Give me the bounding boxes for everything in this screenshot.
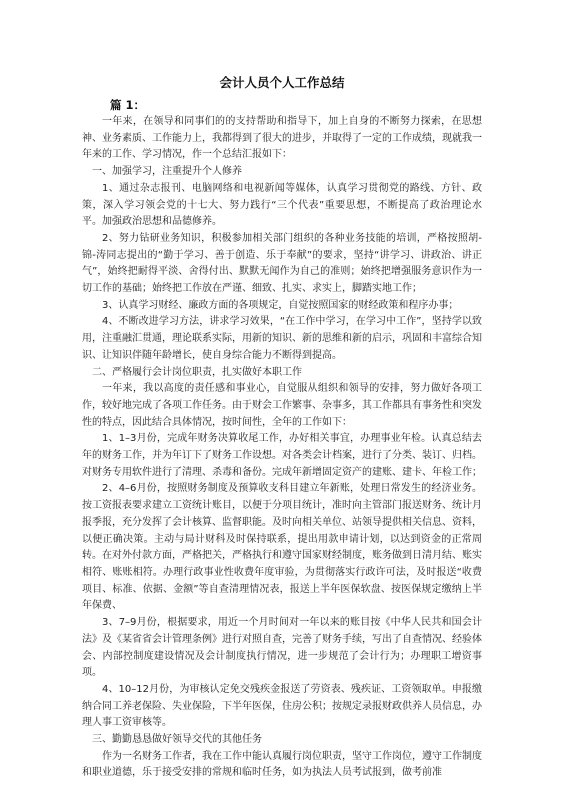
heading-section-1: 一、加强学习，注重提升个人修养	[92, 166, 242, 178]
paragraph-1-4: 4、不断改进学习方法，讲求学习效果，“在工作中学习，在学习中工作”，坚持学以致用，注重融汇贯通，理论联系实际，用新的知识、新的思维和新的启示，巩固和丰富综合知识、让知识伴随年龄增长，使自身综合能力不断得到提高。	[82, 316, 482, 361]
heading-section-3: 三、勤勤恳恳做好领导交代的其他任务	[92, 734, 262, 746]
paragraph-3-1: 作为一名财务工作者，我在工作中能认真履行岗位职责，坚守工作岗位，遵守工作制度和职业道德，乐于接受安排的常规和临时任务，如为执法人员考试报到，做考前准	[82, 750, 482, 779]
paragraph-1-1: 1、通过杂志报刊、电脑网络和电视新闻等媒体，认真学习贯彻党的路线、方针、政策，深入学习领会党的十七大、努力践行“三个代表”重要思想，不断提高了政治理论水平。加强政治思想和品德修养。	[82, 182, 482, 228]
paragraph-2-q2: 2、4–6月份，按照财务制度及预算收支科目建立年新账，处理日常发生的经济业务。按工资报表要求建立工资统计账目，以便于分项目统计，准时向主管部门报送财务、统计月报季报，充分发挥了会计核算、监督职能。及时向相关单位、站领导提供相关信息、资料，以便正确决策。主动与局计财科及时保持联系，提出用款申请计划，以达到资金的正常周转。在对外付款方面，严格把关，严格执行和遵守国家财经制度，账务做到日清月结、账实相符、账账相符。办理行政事业性收费年度审验，为贯彻落实行政许可法，及时报送“收费项目、标准、依据、金额”等自查清理情况表，报送上半年医保软盘、按医保规定缴纳上半年保费、	[82, 483, 482, 612]
heading-section-2: 二、严格履行会计岗位职责，扎实做好本职工作	[92, 366, 302, 378]
paragraph-1-2: 2、努力钻研业务知识，积极参加相关部门组织的各种业务技能的培训，严格按照胡-锦-涛同志提出的“勤于学习、善于创造、乐于奉献”的要求，坚持“讲学习、讲政治、讲正气”，始终把耐得平淡、舍得付出、默默无闻作为自己的准则；始终把增强服务意识作为一切工作的基础；始终把工作放在严谨、细致、扎实、求实上，脚踏实地工作；	[82, 232, 482, 295]
paragraph-intro: 一年来，在领导和同事们的的支持帮助和指导下，加上自身的不断努力探索，在思想神、业务素质、工作能力上，我都得到了很大的进步，并取得了一定的工作成绩，现就我一年来的工作、学习情况，作一个总结汇报如下：	[82, 116, 482, 161]
paragraph-2-q3: 3、7–9月份，根据要求，用近一个月时间对一年以来的账目按《中华人民共和国会计法》及《某省省会计管理条例》进行对照自查，完善了财务手续，写出了自查情况、经验体会、内部控制度建设情况及会计制度执行情况，进一步规范了会计行为；办理职工增资事项。	[82, 617, 482, 679]
paragraph-2-q1: 1、1–3月份，完成年财务决算收尾工作，办好相关事宜，办理事业年检。认真总结去年的财务工作，并为年订下了财务工作设想。对各类会计档案，进行了分类、装订、归档。对财务专用软件进行了清理、杀毒和备份。完成年新增固定资产的建账、建卡、年检工作；	[82, 433, 482, 478]
paragraph-2-intro: 一年来，我以高度的责任感和事业心，自觉服从组织和领导的安排，努力做好各项工作，较好地完成了各项工作任务。由于财会工作繁事、杂事多，其工作都具有事务性和突发性的特点，因此结合具体情况，按时间性，全年的工作如下：	[82, 383, 482, 428]
document-title: 会计人员个人工作总结	[219, 75, 345, 90]
paragraph-1-3: 3、认真学习财经、廉政方面的各项规定，自觉按照国家的财经政策和程序办事；	[102, 299, 459, 311]
section-label: 篇 1：	[110, 98, 146, 112]
paragraph-2-q4: 4、10–12月份，为审核认定免交残疾金报送了劳资表、残疾证、工资领取单。申报缴纳合同工养老保险、失业保险，下半年医保，住房公积；按规定录报财政供养人员信息，办理人事工资审核等。	[82, 683, 482, 729]
